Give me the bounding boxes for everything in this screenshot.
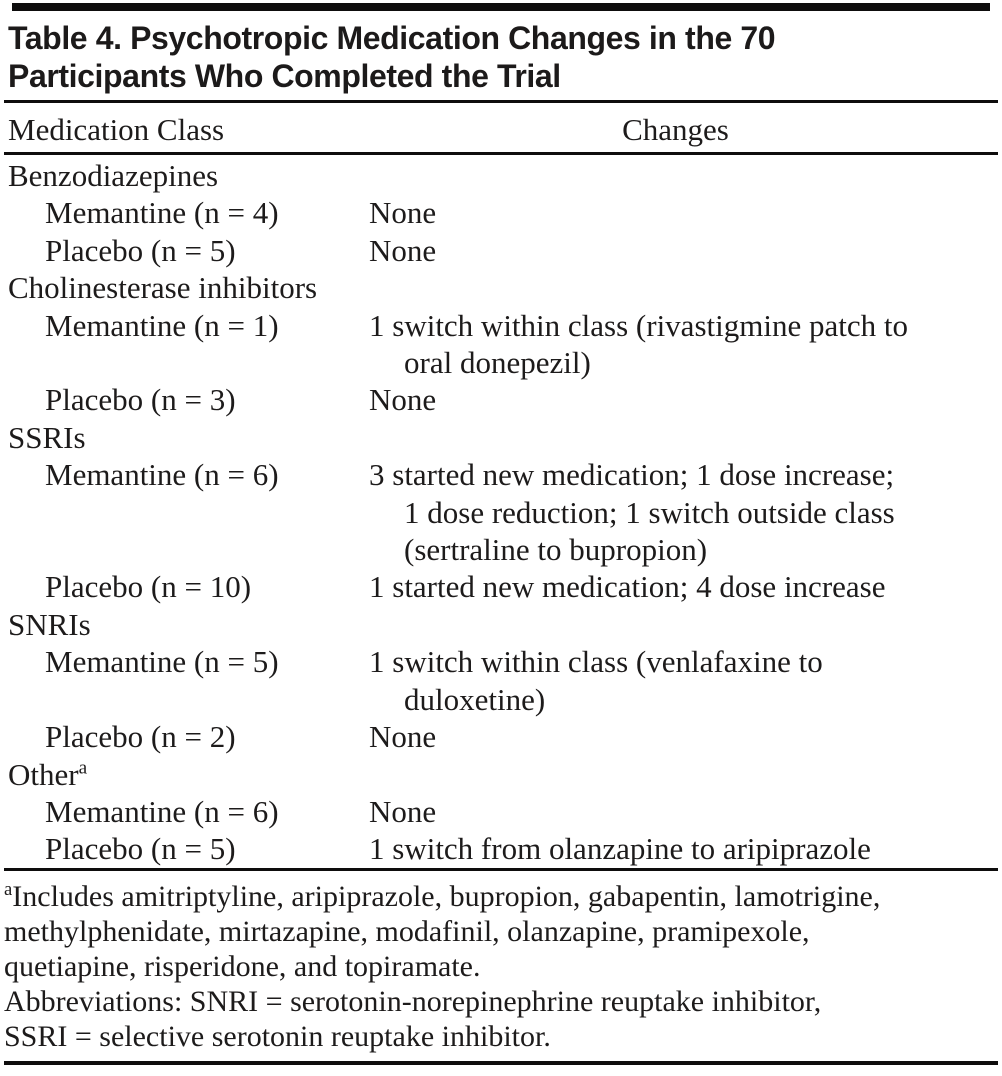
table-title-line-1: Table 4. Psychotropic Medication Changes in the 70: [8, 20, 776, 56]
row-changes-line: None: [369, 793, 437, 829]
row-changes-line: 1 dose reduction; 1 switch outside class: [404, 494, 895, 530]
group-row: [4, 606, 998, 643]
footnote-marker: a: [4, 878, 13, 900]
row-label: Memantine (n = 6): [45, 457, 279, 493]
row-label: Placebo (n = 5): [45, 232, 236, 268]
row-label: Placebo (n = 2): [45, 719, 236, 755]
row-changes: [369, 307, 998, 382]
footnote-line: SSRI = selective serotonin reuptake inhibitor.: [4, 1019, 551, 1053]
footnote-line: methylphenidate, mirtazapine, modafinil, olanzapine, pramipexole,: [4, 914, 810, 948]
row-changes: [369, 793, 998, 830]
group-row: [4, 756, 998, 793]
row-label: Memantine (n = 6): [45, 793, 279, 829]
table-row: [4, 718, 998, 755]
bottom-rule: [4, 1061, 998, 1065]
footnote-line: Abbreviations: SNRI = serotonin-norepinephrine reuptake inhibitor,: [4, 984, 822, 1018]
table-row: [4, 830, 998, 867]
footnotes: [4, 871, 998, 1054]
row-changes-line: 3 started new medication; 1 dose increase;: [369, 457, 895, 493]
table-row: [4, 456, 998, 568]
row-changes-line: oral donepezil): [404, 345, 591, 381]
row-label: SSRIs: [8, 419, 86, 455]
table-row: [4, 793, 998, 830]
row-changes-line: None: [369, 719, 437, 755]
table-row: [4, 307, 998, 382]
footnote-line: quetiapine, risperidone, and topiramate.: [4, 949, 481, 983]
row-changes: [369, 643, 998, 718]
column-header-changes: Changes: [622, 112, 729, 147]
table-title: [4, 11, 998, 100]
row-label: Memantine (n = 4): [45, 195, 279, 231]
column-header-medication-class: Medication Class: [8, 112, 225, 147]
table-row: [4, 194, 998, 231]
row-changes: [369, 194, 998, 231]
group-row: [4, 419, 998, 456]
row-changes: [369, 830, 998, 867]
row-label: Benzodiazepines: [8, 158, 219, 193]
table-row: [4, 381, 998, 418]
column-header-row: [4, 103, 998, 152]
group-row: [4, 157, 998, 194]
row-changes: [369, 232, 998, 269]
row-changes: [369, 568, 998, 605]
table-body: [4, 155, 998, 868]
row-changes-line: None: [369, 195, 437, 231]
row-changes: [369, 718, 998, 755]
row-changes: [369, 381, 998, 418]
group-row: [4, 269, 998, 306]
top-rule: [12, 3, 990, 11]
row-label: Placebo (n = 10): [45, 569, 252, 605]
table-row: [4, 568, 998, 605]
row-label: Other$^a$: [8, 756, 88, 792]
table-figure: [0, 3, 1002, 1065]
row-changes-line: None: [369, 232, 437, 268]
row-label: SNRIs: [8, 606, 91, 642]
row-changes-line: 1 switch within class (venlafaxine to: [369, 644, 823, 680]
row-label: Placebo (n = 3): [45, 382, 236, 418]
row-changes-line: 1 switch from olanzapine to aripiprazole: [369, 831, 871, 867]
footnote-line: $^a$Includes amitriptyline, aripiprazole, bupropion, gabapentin, lamotrigine,: [4, 878, 881, 913]
footnote-marker: a: [78, 757, 88, 779]
table-title-line-2: Participants Who Completed the Trial: [8, 58, 561, 94]
row-label: Memantine (n = 5): [45, 644, 279, 680]
row-changes-line: 1 started new medication; 4 dose increase: [369, 569, 886, 605]
row-changes: [369, 456, 998, 568]
row-label: Cholinesterase inhibitors: [8, 270, 318, 306]
row-label: Memantine (n = 1): [45, 307, 279, 343]
row-changes-line: 1 switch within class (rivastigmine patch to: [369, 307, 908, 343]
table-row: [4, 232, 998, 269]
row-changes-line: duloxetine): [404, 681, 546, 717]
table-row: [4, 643, 998, 718]
row-changes-line: (sertraline to bupropion): [404, 532, 708, 568]
row-changes-line: None: [369, 382, 437, 418]
row-label: Placebo (n = 5): [45, 831, 236, 867]
